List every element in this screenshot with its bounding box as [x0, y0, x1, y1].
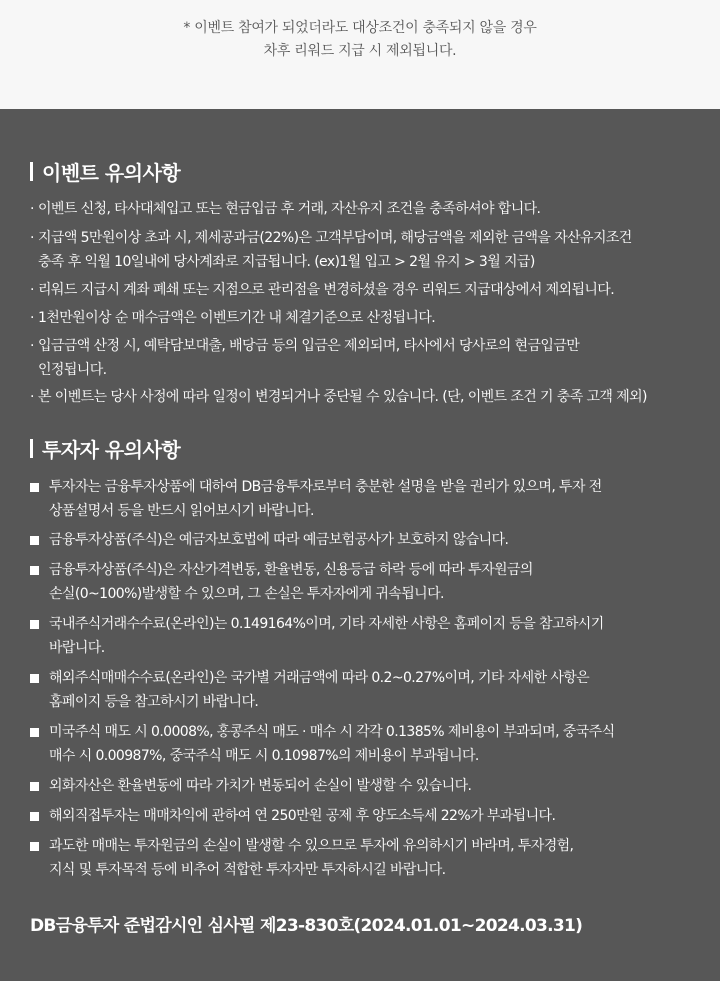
investor-caution-item: 금융투자상품(주식)은 예금자보호법에 따라 예금보험공사가 보호하지 않습니다. — [30, 528, 700, 552]
event-caution-title: 이벤트 유의사항 — [42, 161, 181, 185]
bullet-dot: · — [30, 389, 34, 405]
bullet-dot: · — [30, 310, 34, 326]
bullet-dot: · — [30, 338, 34, 354]
bullet-dot: · — [30, 201, 34, 217]
caution-section — [0, 109, 720, 981]
bullet-square-icon — [30, 536, 39, 545]
investor-caution-heading — [30, 434, 180, 463]
bullet-square-icon — [30, 674, 39, 683]
investor-caution-item: 미국주식 매도 시 0.0008%, 홍콩주식 매도 · 매수 시 각각 0.1385% 제비용이 부과되며, 중국주식 매수 시 0.00987%, 중국주식 매도 시 0.10987%의 제비용이 부과됩니다. — [30, 720, 700, 768]
event-caution-item: · 지급액 5만원이상 초과 시, 제세공과금(22%)은 고객부담이며, 해당금액을 제외한 금액을 자산유지조건 충족 후 익월 10일내에 당사계좌로 지급됩니다. (ex)1월 입고 > 2월 유지 > 3월 지급) — [30, 226, 700, 274]
event-caution-item: · 이벤트 신청, 타사대체입고 또는 현금입금 후 거래, 자산유지 조건을 충족하셔야 합니다. — [30, 197, 700, 221]
investor-caution-item: 국내주식거래수수료(온라인)는 0.149164%이며, 기타 자세한 사항은 홈페이지 등을 참고하시기 바랍니다. — [30, 612, 700, 660]
bullet-dot: · — [30, 282, 34, 298]
compliance-approval-text: DB금융투자 준법감시인 심사필 제23-830호(2024.01.01~2024.03.31) — [30, 916, 583, 936]
bullet-square-icon — [30, 620, 39, 629]
event-caution-item: · 본 이벤트는 당사 사정에 따라 일정이 변경되거나 중단될 수 있습니다. (단, 이벤트 조건 기 충족 고객 제외) — [30, 385, 700, 409]
notice-box — [0, 0, 720, 109]
bullet-square-icon — [30, 812, 39, 821]
investor-caution-title: 투자자 유의사항 — [42, 438, 181, 462]
bullet-square-icon — [30, 566, 39, 575]
event-caution-item: · 입금금액 산정 시, 예탁담보대출, 배당금 등의 입금은 제외되며, 타사에서 당사로의 현금입금만 인정됩니다. — [30, 334, 700, 382]
investor-caution-item: 해외주식매매수수료(온라인)은 국가별 거래금액에 따라 0.2~0.27%이며, 기타 자세한 사항은 홈페이지 등을 참고하시기 바랍니다. — [30, 666, 700, 714]
event-caution-item: · 1천만원이상 순 매수금액은 이벤트기간 내 체결기준으로 산정됩니다. — [30, 306, 700, 330]
investor-caution-item: 금융투자상품(주식)은 자산가격변동, 환율변동, 신용등급 하락 등에 따라 투자원금의 손실(0~100%)발생할 수 있으며, 그 손실은 투자자에게 귀속됩니다. — [30, 558, 700, 606]
event-caution-heading — [30, 157, 180, 186]
heading-bar — [30, 162, 33, 181]
investor-caution-item: 외화자산은 환율변동에 따라 가치가 변동되어 손실이 발생할 수 있습니다. — [30, 774, 700, 798]
investor-caution-item: 해외직접투자는 매매차익에 관하여 연 250만원 공제 후 양도소득세 22%가 부과됩니다. — [30, 804, 700, 828]
bullet-dot: · — [30, 230, 34, 246]
notice-line-2: 차후 리워드 지급 시 제외됩니다. — [263, 43, 457, 59]
event-caution-item: · 리워드 지급시 계좌 폐쇄 또는 지점으로 관리점을 변경하셨을 경우 리워드 지급대상에서 제외됩니다. — [30, 278, 700, 302]
investor-caution-item: 과도한 매매는 투자원금의 손실이 발생할 수 있으므로 투자에 유의하시기 바라며, 투자경험, 지식 및 투자목적 등에 비추어 적합한 투자자만 투자하시길 바랍니다. — [30, 834, 700, 882]
notice-line-1: * 이벤트 참여가 되었더라도 대상조건이 충족되지 않을 경우 — [183, 20, 537, 36]
investor-caution-item: 투자자는 금융투자상품에 대하여 DB금융투자로부터 충분한 설명을 받을 권리가 있으며, 투자 전 상품설명서 등을 반드시 읽어보시기 바랍니다. — [30, 475, 700, 523]
bullet-square-icon — [30, 483, 39, 492]
heading-bar — [30, 439, 33, 458]
bullet-square-icon — [30, 782, 39, 791]
bullet-square-icon — [30, 728, 39, 737]
bullet-square-icon — [30, 842, 39, 851]
